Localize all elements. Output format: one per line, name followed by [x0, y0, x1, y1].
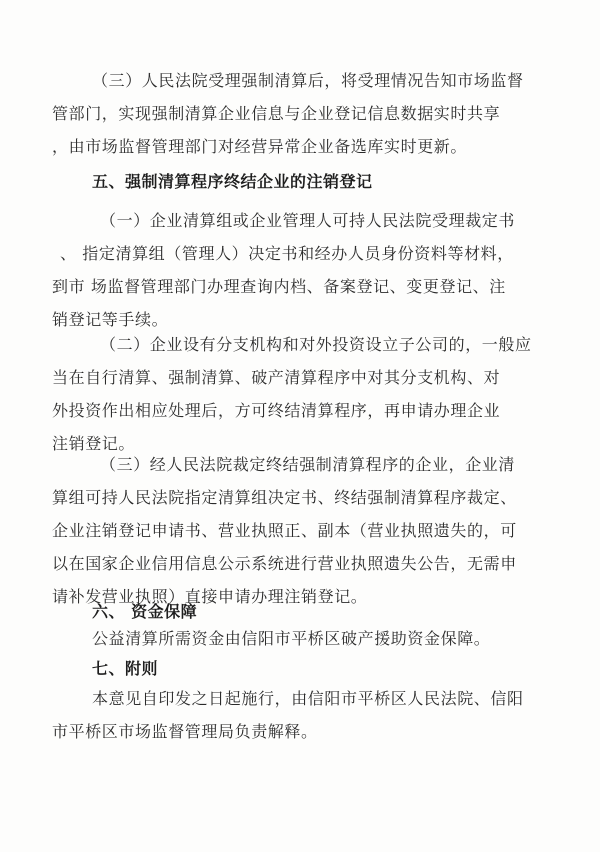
text-line: （三）经人民法院裁定终结强制清算程序的企业，企业清: [100, 455, 516, 474]
text-line: ，由市场监督管理部门对经营异常企业备选库实时更新。: [52, 137, 468, 156]
section-heading-six: 六、 资金保障: [92, 602, 198, 621]
text-line: 当在自行清算、强制清算、破产清算程序中对其分支机构、对: [52, 368, 501, 387]
text-line: 管部门，实现强制清算企业信息与企业登记信息数据实时共享: [52, 104, 501, 123]
text-line: 请补发营业执照）直接申请办理注销登记。: [52, 587, 368, 606]
text-line: 企业注销登记申请书、营业执照正、副本（营业执照遗失的，可: [52, 521, 517, 540]
paragraph-branch-handling: [52, 328, 552, 460]
text-line: 市平桥区市场监督管理局负责解释。: [52, 722, 318, 741]
text-line: （三）人民法院受理强制清算后，将受理情况告知市场监督: [92, 71, 524, 90]
paragraph-termination-ruling: [52, 448, 552, 613]
text-line: 本意见自印发之日起施行，由信阳市平桥区人民法院、信阳: [92, 689, 524, 708]
paragraph-effective-date: [52, 682, 552, 748]
text-line: 以在国家企业信用信息公示系统进行营业执照遗失公告，无需申: [52, 554, 517, 573]
paragraph-court-acceptance: [52, 64, 552, 163]
text-line: （二）企业设有分支机构和对外投资设立子公司的，一般应: [100, 335, 532, 354]
text-line: （一）企业清算组或企业管理人可持人民法院受理裁定书: [100, 211, 516, 230]
text-line: 外投资作出相应处理后，方可终结清算程序，再申请办理企业: [52, 401, 501, 420]
section-heading-seven: 七、附则: [92, 659, 159, 678]
text-line: 销登记等手续。: [52, 310, 169, 329]
text-line: 、 指定清算组（管理人）决定书和经办人员身份资料等材料，: [60, 244, 514, 263]
section-heading-five: 五、强制清算程序终结企业的注销登记: [92, 172, 373, 191]
paragraph-liquidation-group: [52, 204, 552, 336]
text-line: 到市 场监督管理部门办理查询内档、备案登记、变更登记、注: [52, 277, 506, 296]
text-line: 注销登记。: [52, 434, 136, 453]
funding-text: 公益清算所需资金由信阳市平桥区破产援助资金保障。: [92, 629, 491, 648]
text-line: 算组可持人民法院指定清算组决定书、终结强制清算程序裁定、: [52, 488, 517, 507]
